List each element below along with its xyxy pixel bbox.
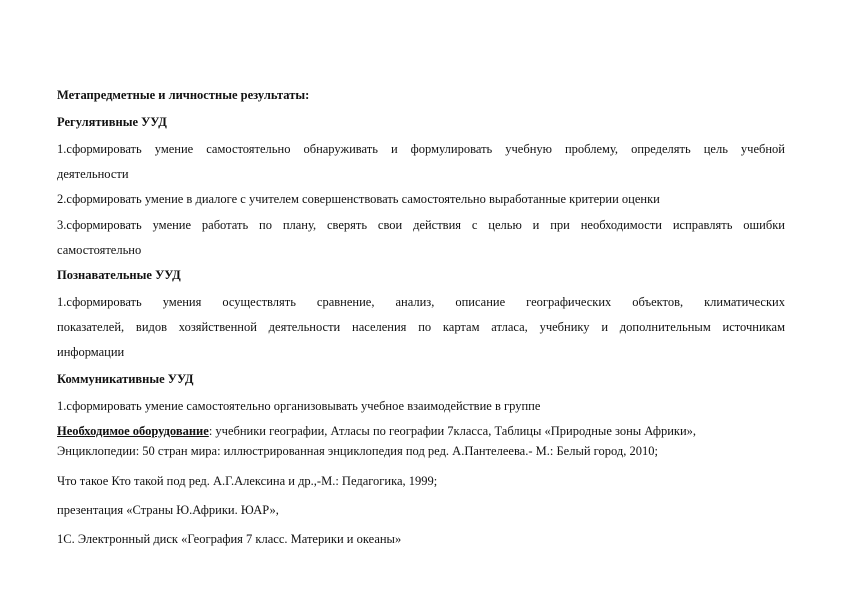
cognitive-title: Познавательные УУД xyxy=(57,268,181,282)
equipment-line-2: Энциклопедии: 50 стран мира: иллюстрированная энциклопедия под ред. А.Пантелеева.- М.: Белый город, 2010; xyxy=(57,444,658,458)
equipment-list: : учебники географии, Атласы по географии 7класса, Таблицы «Природные зоны Африки», xyxy=(208,424,697,438)
equipment-line-5: 1С. Электронный диск «География 7 класс. Материки и океаны» xyxy=(57,532,402,546)
communicative-item-1: 1.сформировать умение самостоятельно организовывать учебное взаимодействие в группе xyxy=(57,399,541,413)
regulative-item-1-line-1: 1.сформировать умение самостоятельно обнаруживать и формулировать учебную проблему, определять цель учебной xyxy=(57,142,785,156)
equipment-line-1 xyxy=(57,424,785,438)
equipment-line-3: Что такое Кто такой под ред. А.Г.Алексина и др.,-М.: Педагогика, 1999; xyxy=(57,474,438,488)
regulative-title: Регулятивные УУД xyxy=(57,115,167,129)
cognitive-item-1-line-3: информации xyxy=(57,345,125,359)
equipment-label: Необходимое оборудование xyxy=(57,424,209,438)
cognitive-item-1-line-1: 1.сформировать умения осуществлять сравнение, анализ, описание географических объектов, климатических xyxy=(57,295,785,309)
regulative-item-3-line-1: 3.сформировать умение работать по плану, сверять свои действия с целью и при необходимости исправлять ошибки xyxy=(57,218,785,232)
regulative-item-1-line-2: деятельности xyxy=(57,167,129,181)
regulative-item-2: 2.сформировать умение в диалоге с учителем совершенствовать самостоятельно выработанные критерии оценки xyxy=(57,192,660,206)
communicative-title: Коммуникативные УУД xyxy=(57,372,194,386)
results-heading: Метапредметные и личностные результаты: xyxy=(57,88,310,102)
equipment-line-4: презентация «Страны Ю.Африки. ЮАР», xyxy=(57,503,279,517)
cognitive-item-1-line-2: показателей, видов хозяйственной деятельности населения по картам атласа, учебнику и дополнительным источникам xyxy=(57,320,785,334)
regulative-item-3-line-2: самостоятельно xyxy=(57,243,142,257)
